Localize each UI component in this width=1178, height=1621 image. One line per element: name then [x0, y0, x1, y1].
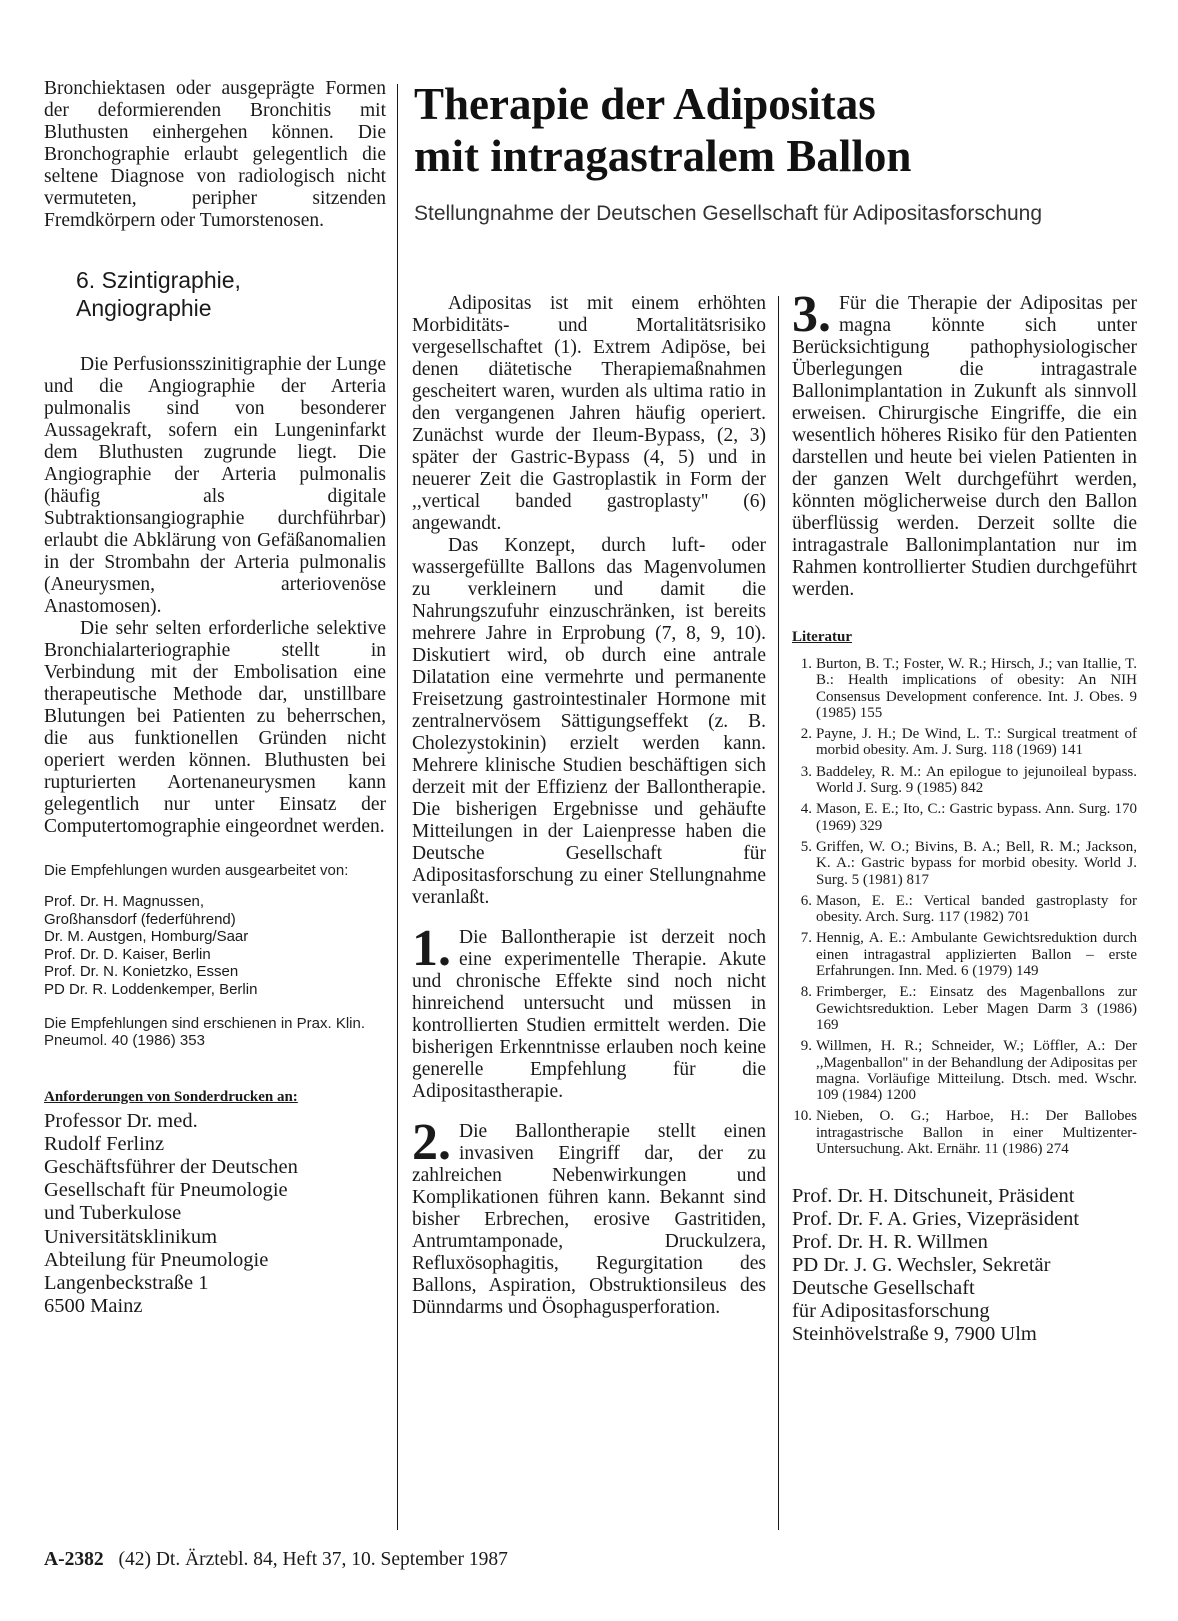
address-line: 6500 Mainz [44, 1295, 143, 1318]
journal-citation: (42) Dt. Ärztebl. 84, Heft 37, 10. September 1987 [118, 1549, 508, 1570]
intro-paragraph: Bronchiektasen oder ausgeprägte Formen der deformierenden Bronchitis mit Bluthusten einhergehen können. Die Bronchographie erlaubt gelegentlich die seltene Diagnose von radiologisch nicht vermuteten, peripher sitzenden Fremdkörpern oder Tumorstenosen. [44, 78, 386, 231]
reference-item: 8. Frimberger, E.: Einsatz des Magenballons zur Gewichtsreduktion. Leber Magen Darm 3 (1986) 169 [800, 984, 1137, 1033]
page-footer [44, 1548, 508, 1572]
signer-line: für Adipositasforschung [792, 1300, 990, 1323]
paragraph-scintigraphy: Die Perfusionsszinitigraphie der Lunge und die Angiographie der Arteria pulmonalis sind von besonderer Aussagekraft, sofern ein Lungeninfarkt dem Bluthusten zugrunde liegt. Die Angiographie der Arteria pulmonalis (häufig als digitale Subtraktionsangiographie durchführbar) erlaubt die Abklärung von Gefäßanomalien in der Strombahn der Arteria pulmonalis (Aneurysmen, arteriovenöse Anastomosen). [44, 354, 386, 617]
point-2 [412, 1114, 766, 1319]
signatories [792, 1185, 1137, 1346]
author-line: PD Dr. R. Loddenkemper, Berlin [44, 980, 258, 998]
article-paragraph-1: Adipositas ist mit einem erhöhten Morbiditäts- und Mortalitätsrisiko vergesellschaftet (1). Extrem Adipöse, bei denen diätetische Therapiemaßnahmen gescheitert waren, wurden als ultima ratio in den vergangenen Jahren häufig operiert. Zunächst wurde der Ileum-Bypass, (2, 3) später der Gastric-Bypass (4, 5) und in neuerer Zeit die Gastroplastik in Form der ,,vertical banded gastroplasty'' (6) angewandt. [412, 293, 766, 534]
reference-item: 3. Baddeley, R. M.: An epilogue to jejunoileal bypass. World J. Surg. 9 (1985) 842 [800, 763, 1137, 797]
title-line1: Therapie der Adipositas [414, 79, 876, 129]
middle-column [412, 293, 766, 1319]
page-code: A-2382 [44, 1549, 104, 1570]
point-number: 3. [792, 286, 831, 343]
author-line: Großhansdorf (federführend) [44, 910, 236, 928]
reference-list [792, 656, 1137, 1157]
point-text: Für die Therapie der Adipositas per magna könnte sich unter Berücksichtigung pathophysiologischer Überlegungen die intragastrale Ballonimplantation in Zukunft als sinnvoll erweisen. Chirurgische Eingriffe, die ein wesentlich höheres Risiko für den Patienten darstellen und heute bei vielen Patienten in der ganzen Welt durchgeführt werden, könnten möglicherweise durch den Ballon überflüssig werden. Derzeit sollte die intragastrale Ballonimplantation nur im Rahmen kontrollierter Studien durchgeführt werden. [792, 293, 1137, 600]
author-list [44, 893, 386, 999]
author-line: Prof. Dr. N. Konietzko, Essen [44, 963, 239, 981]
reference-item: 9. Willmen, H. R.; Schneider, W.; Löffler, A.: Der ,,Magenballon'' in der Behandlung der Adipositas per magna. Vorläufige Mitteilung. Dtsch. med. Wschr. 109 (1984) 1200 [800, 1038, 1137, 1104]
column-divider [397, 84, 398, 1530]
article-paragraph-2: Das Konzept, durch luft- oder wassergefüllte Ballons das Magenvolumen zu verkleinern und damit die Nahrungszufuhr einzuschränken, ist bereits mehrere Jahre in Erprobung (7, 8, 9, 10). Diskutiert wird, ob durch eine antrale Dilatation eine vermehrte und permanente Freisetzung gastrointestinaler Hormone mit zentralnervösem Sättigungseffekt (z. B. Cholezystokinin) erzielt werden kann. Mehrere klinische Studien beschäftigen sich derzeit mit der Effizienz der Ballontherapie. Die bisherigen Ergebnisse und gehäufte Mitteilungen in der Laienpresse haben die Deutsche Gesellschaft für Adipositasforschung zu einer Stellungnahme veranlaßt. [412, 535, 766, 908]
point-3 [792, 286, 1137, 601]
signer-line: Steinhövelstraße 9, 7900 Ulm [792, 1323, 1037, 1346]
reference-item: 6. Mason, E. E.: Vertical banded gastroplasty for obesity. Arch. Surg. 117 (1982) 701 [800, 892, 1137, 926]
reference-item: 7. Hennig, A. E.: Ambulante Gewichtsreduktion durch einen intragastral applizierten Ballon – erste Erfahrungen. Inn. Med. 6 (1979) 149 [800, 930, 1137, 980]
address-line: Universitätsklinikum [44, 1225, 218, 1248]
signer-line: PD Dr. J. G. Wechsler, Sekretär [792, 1254, 1051, 1277]
reference-item: 1. Burton, B. T.; Foster, W. R.; Hirsch, J.; van Itallie, T. B.: Health implications of obesity: An NIH Consensus Development conference. Int. J. Obes. 9 (1985) 155 [800, 656, 1137, 721]
reference-item: 10. Nieben, O. G.; Harboe, H.: Der Ballobes intragastrische Ballon in einer Multizenter-Untersuchung. Akt. Ernähr. 11 (1986) 274 [793, 1108, 1137, 1158]
reference-item: 2. Payne, J. H.; De Wind, L. T.: Surgical treatment of morbid obesity. Am. J. Surg. 118 (1969) 141 [800, 726, 1137, 759]
title-line2: mit intragastralem Ballon [414, 131, 912, 181]
reprint-address [44, 1110, 386, 1319]
reference-item: 4. Mason, E. E.; Ito, C.: Gastric bypass. Ann. Surg. 170 (1969) 329 [800, 801, 1137, 834]
signer-line: Deutsche Gesellschaft [792, 1277, 975, 1300]
published-note: Die Empfehlungen sind erschienen in Prax. Klin. Pneumol. 40 (1986) 353 [44, 1014, 366, 1049]
signer-line: Prof. Dr. H. R. Willmen [792, 1231, 988, 1254]
point-number: 2. [412, 1114, 451, 1171]
address-line: Rudolf Ferlinz [44, 1132, 165, 1155]
literature-heading: Literatur [792, 629, 852, 645]
signer-line: Prof. Dr. F. A. Gries, Vizepräsident [792, 1208, 1080, 1231]
section-heading-line1: 6. Szintigraphie, [76, 267, 241, 293]
author-line: Dr. M. Austgen, Homburg/Saar [44, 928, 249, 946]
address-line: Gesellschaft für Pneumologie [44, 1179, 288, 1202]
section-heading [76, 266, 386, 322]
article-title [414, 78, 1154, 182]
address-line: Geschäftsführer der Deutschen [44, 1155, 298, 1178]
point-number: 1. [412, 920, 451, 977]
recommendations-block [44, 862, 386, 1049]
address-line: Abteilung für Pneumologie [44, 1248, 269, 1271]
point-1 [412, 920, 766, 1103]
left-column [44, 78, 386, 1318]
point-text: Die Ballontherapie stellt einen invasiven Eingriff dar, der zu zahlreichen Nebenwirkungen und Komplikationen führen kann. Bekannt sind bisher Erbrechen, erosive Gastritiden, Antrumtamponade, Druckulzera, Refluxösophagitis, Regurgitation des Ballons, Aspiration, Obstruktionsileus des Dünndarms und Ösophagusperforation. [412, 1121, 766, 1318]
point-text: Die Ballontherapie ist derzeit noch eine experimentelle Therapie. Akute und chronische Effekte sind noch nicht hinreichend untersucht und müssen in kontrollierten Studien ermittelt werden. Die bisherigen Erkenntnisse erlauben noch keine generelle Empfehlung für die Adipositastherapie. [412, 927, 766, 1102]
address-line: und Tuberkulose [44, 1202, 182, 1225]
reference-item: 5. Griffen, W. O.; Bivins, B. A.; Bell, R. M.; Jackson, K. A.: Gastric bypass for morbid obesity. World J. Surg. 5 (1981) 817 [800, 838, 1137, 888]
paragraph-bronchial-arteriography: Die sehr selten erforderliche selektive Bronchialarteriographie stellt in Verbindung mit der Embolisation eine therapeutische Methode dar, unstillbare Blutungen bei Patienten zu beherrschen, die aus funktionellen Gründen nicht operiert werden können. Bluthusten bei rupturierten Aortenaneurysmen kann gelegentlich nur unter Einsatz der Computertomographie eingeordnet werden. [44, 618, 386, 837]
address-line: Professor Dr. med. [44, 1109, 198, 1132]
reprint-heading: Anforderungen von Sonderdrucken an: [44, 1088, 298, 1105]
column-divider [778, 296, 779, 1530]
address-line: Langenbeckstraße 1 [44, 1271, 209, 1294]
recommendations-intro: Die Empfehlungen wurden ausgearbeitet von: [44, 862, 349, 879]
section-heading-line2: Angiographie [76, 295, 212, 321]
author-line: Prof. Dr. H. Magnussen, [44, 893, 205, 910]
signer-line: Prof. Dr. H. Ditschuneit, Präsident [792, 1185, 1075, 1208]
author-line: Prof. Dr. D. Kaiser, Berlin [44, 945, 211, 963]
right-column [792, 286, 1137, 1346]
article-subtitle: Stellungnahme der Deutschen Gesellschaft für Adipositasforschung [414, 202, 1043, 225]
